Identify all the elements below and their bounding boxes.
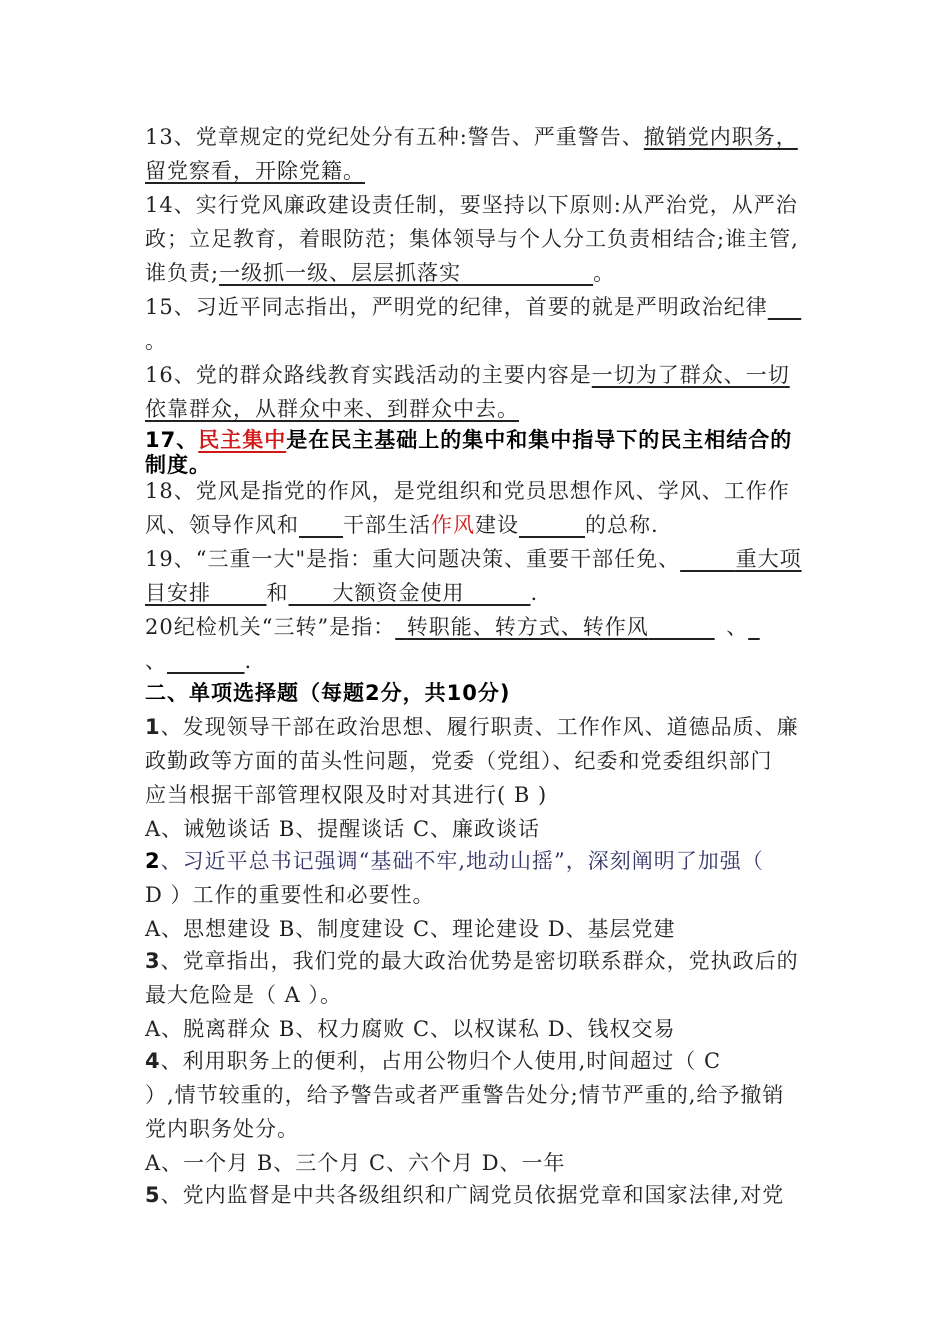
q15-text: 15、习近平同志指出，严明党的纪律，首要的就是严明政治纪律 xyxy=(145,295,768,319)
mc4-text-3: 党内职务处分。 xyxy=(145,1117,299,1141)
q15-blank xyxy=(768,295,802,319)
mc4-text-1: 、利用职务上的便利，占用公物归个人使用,时间超过（ C xyxy=(160,1049,722,1073)
q14-answer-text: 一级抓一级、层层抓落实 xyxy=(219,261,462,285)
q13-line-2 xyxy=(145,156,365,186)
q14-text-2: 政；立足教育，着眼防范；集体领导与个人分工负责相结合;谁主管, xyxy=(145,227,799,251)
q19-answer-2 xyxy=(145,581,267,605)
q19-answer-2-text: 目安排 xyxy=(145,581,211,605)
q18-blank-2 xyxy=(519,513,585,537)
mc4-text-2: ）,情节较重的，给予警告或者严重警告处分;情节严重的,给予撤销 xyxy=(145,1083,785,1107)
mc3-text-2: 最大危险是（ A ）。 xyxy=(145,983,343,1007)
mc3-num: 3 xyxy=(145,949,161,973)
q19-line-1 xyxy=(145,544,802,574)
q19-line-2 xyxy=(145,578,538,608)
q16-text: 16、党的群众路线教育实践活动的主要内容是 xyxy=(145,363,592,387)
mc5-text-1: 、党内监督是中共各级组织和广阔党员依据党章和国家法律,对党 xyxy=(160,1183,785,1207)
q13-answer-1: 撤销党内职务， xyxy=(643,125,798,149)
q18-text-2: 风、领导作风和 xyxy=(145,513,299,537)
q18-blank-1 xyxy=(299,513,343,537)
mc1-text-3: 应当根据干部管理权限及时对其进行( B ) xyxy=(145,783,548,807)
q20-text: 20纪检机关“三转”是指： xyxy=(145,615,396,639)
q14-text-3: 谁负责; xyxy=(145,261,220,285)
q20-blank-2 xyxy=(748,615,760,639)
q16-line-1 xyxy=(145,360,790,390)
q19-text: 19、“三重一大"是指：重大问题决策、重要干部任免、 xyxy=(145,547,681,571)
q13-line-1 xyxy=(145,122,798,152)
q15-end: 。 xyxy=(145,329,167,353)
q19-answer-1 xyxy=(680,547,802,571)
mc3-line-2 xyxy=(145,980,342,1010)
mc5-line-1 xyxy=(145,1180,784,1210)
mc1-num: 1 xyxy=(145,715,161,739)
q14-line-3 xyxy=(145,258,615,288)
mc3-options: A、脱离群众 B、权力腐败 C、以权谋私 D、钱权交易 xyxy=(145,1017,676,1041)
q16-answer-2: 依靠群众，从群众中来、到群众中去。 xyxy=(145,397,519,421)
q14-line-2 xyxy=(145,224,799,254)
mc2-text-1: 、习近平总书记强调“基础不牢,地动山摇”，深刻阐明了加强（ xyxy=(160,849,764,873)
q18-line-2 xyxy=(145,510,659,540)
mc1-text-1: 、发现领导干部在政治思想、履行职责、工作作风、道德品质、廉 xyxy=(160,715,799,739)
mc2-line-1 xyxy=(145,846,764,876)
q19-and: 和 xyxy=(266,581,289,605)
q20-blank-3 xyxy=(167,649,245,673)
q17-answer: 民主集中 xyxy=(198,428,287,452)
mc4-line-1 xyxy=(145,1046,721,1076)
q20-sep-2: 、 xyxy=(145,649,167,673)
q17-text: 是在民主基础上的集中和集中指导下的民主相结合的 xyxy=(286,428,793,452)
q14-text-1: 14、实行党风廉政建设责任制，要坚持以下原则:从严治党，从严治 xyxy=(145,193,798,217)
q17-num: 17、 xyxy=(145,428,199,452)
q13-text: 13、党章规定的党纪处分有五种:警告、严重警告、 xyxy=(145,125,644,149)
mc1-line-3 xyxy=(145,780,547,810)
mc2-num: 2 xyxy=(145,849,161,873)
mc2-line-2 xyxy=(145,880,435,910)
q19-end: . xyxy=(530,581,539,605)
q20-line-2: 、 . xyxy=(145,649,253,673)
mc4-options: A、一个月 B、三个月 C、六个月 D、一年 xyxy=(145,1151,566,1175)
q19-answer-1-text: 重大项 xyxy=(735,547,802,571)
q14-end: 。 xyxy=(593,261,616,285)
q18-text-1: 18、党风是指党的作风，是党组织和党员思想作风、学风、工作作 xyxy=(145,479,790,503)
mc2-options: A、思想建设 B、制度建设 C、理论建设 D、基层党建 xyxy=(145,917,676,941)
mc1-text-2: 政勤政等方面的苗头性问题，党委（党组）、纪委和党委组织部门 xyxy=(145,749,773,773)
q19-answer-3 xyxy=(289,581,531,605)
q17-text-2: 制度。 xyxy=(145,453,211,477)
q17-line-1 xyxy=(145,427,792,453)
mc4-line-3 xyxy=(145,1114,299,1144)
q16-line-2 xyxy=(145,394,519,424)
q15-line-2 xyxy=(145,326,167,356)
q17-line-2 xyxy=(145,452,211,478)
q18-answer-2: 建设 xyxy=(475,513,519,537)
q20-line-1 xyxy=(145,612,760,642)
mc4-num: 4 xyxy=(145,1049,161,1073)
section-2-heading: 二、单项选择题（每题2分，共10分) xyxy=(145,681,511,705)
q15-line-1 xyxy=(145,292,801,322)
mc3-line-1 xyxy=(145,946,799,976)
mc3-text-1: 、党章指出，我们党的最大政治优势是密切联系群众，党执政后的 xyxy=(160,949,799,973)
mc4-line-2 xyxy=(145,1080,784,1110)
q20-sep-1: 、 xyxy=(726,615,749,639)
mc5-num: 5 xyxy=(145,1183,161,1207)
mc1-line-1 xyxy=(145,712,799,742)
mc2-text-2: D ）工作的重要性和必要性。 xyxy=(145,883,435,907)
q16-answer-1: 一切为了群众、一切 xyxy=(591,363,790,387)
q18-end: 的总称. xyxy=(585,513,659,537)
q18-line-1 xyxy=(145,476,790,506)
q20-answer-1 xyxy=(395,615,715,639)
q14-line-1 xyxy=(145,190,798,220)
mc1-line-2 xyxy=(145,746,773,776)
q20-answer-1-text: 转职能、转方式、转作风 xyxy=(406,615,649,639)
q13-answer-2: 留党察看，开除党籍。 xyxy=(145,159,365,183)
q18-answer-1: 干部生活 xyxy=(343,513,431,537)
q19-answer-3-text: 大额资金使用 xyxy=(332,581,465,605)
mc1-options: A、诫勉谈话 B、提醒谈话 C、廉政谈话 xyxy=(145,817,541,841)
q18-answer-red: 作风 xyxy=(431,513,475,537)
q14-answer xyxy=(219,261,593,285)
